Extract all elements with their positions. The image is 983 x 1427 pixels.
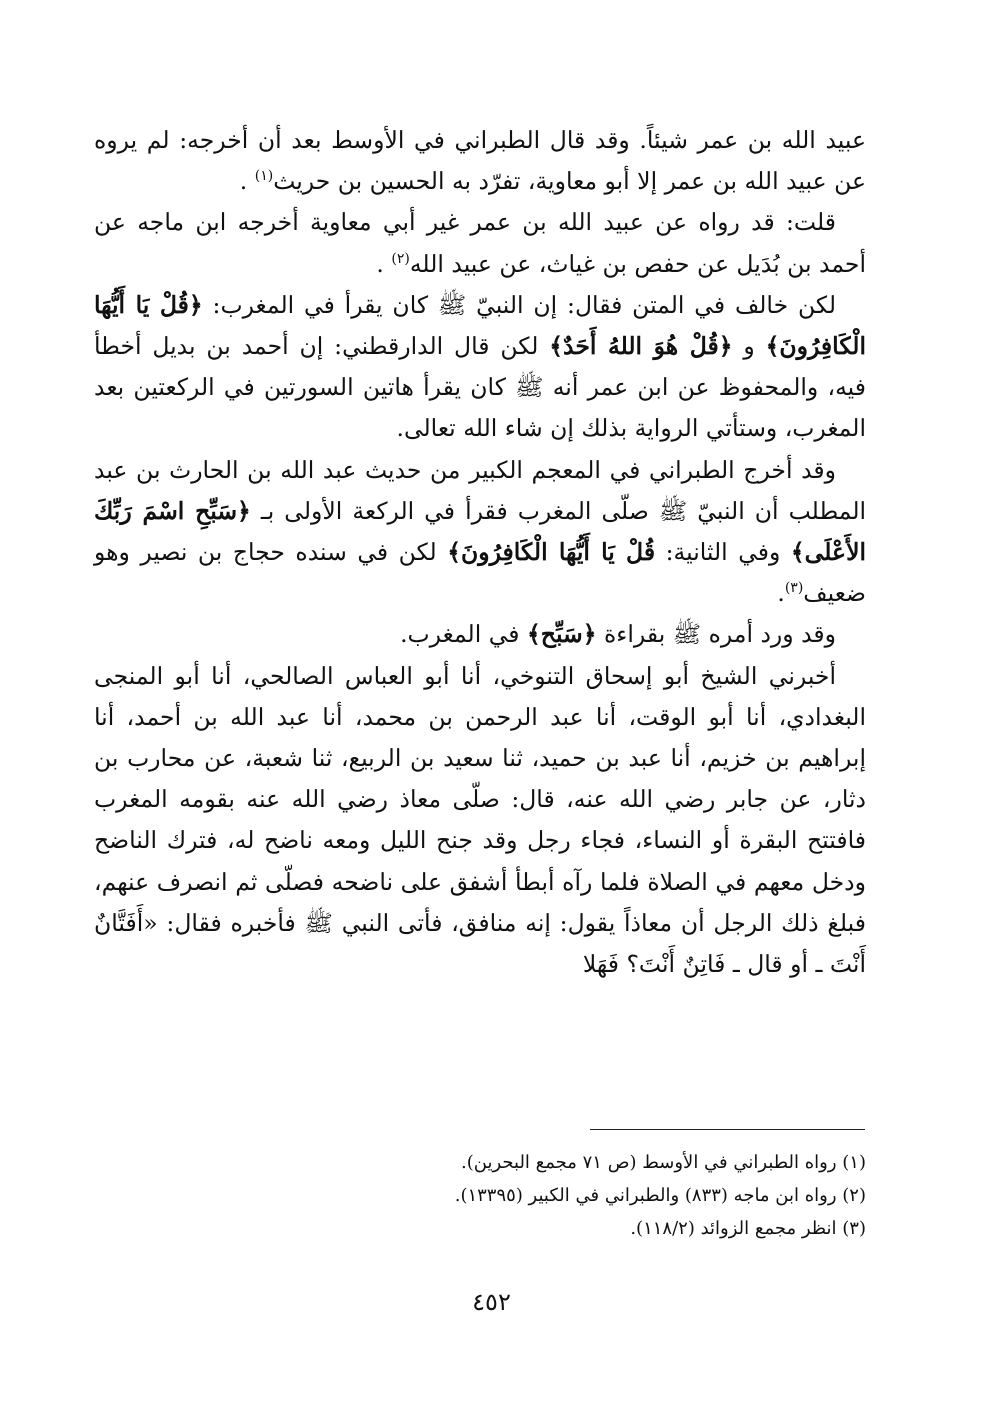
quran-verse: قُلْ يَا أَيُّهَا الْكَافِرُونَ﴾ — [447, 538, 656, 567]
paragraph-3: لكن خالف في المتن فقال: إن النبيّ ﷺ كان يقرأ في المغرب: ﴿قُلْ يَا أَيُّهَا الْكَافِرُونَ﴾ و ﴿قُلْ هُوَ اللهُ أَحَدٌ﴾ لكن قال الدارقطني: إن أحمد بن بديل أخطأ فيه، والمحفوظ عن ابن عمر أنه ﷺ كان يقرأ هاتين السورتين في الركعتين بعد المغرب، وستأتي الرواية بذلك إن شاء الله تعالى. — [94, 290, 866, 443]
main-text — [94, 120, 866, 985]
quran-verse: ﴿سَبِّحِ اسْمَ رَبِّكَ الأَعْلَى﴾ — [94, 496, 866, 567]
quran-verse: ﴿سَبِّح﴾ — [527, 620, 597, 649]
paragraph-2: قلت: قد رواه عن عبيد الله بن عمر غير أبي معاوية أخرجه ابن ماجه عن أحمد بن بُدَيل عن حفص بن غياث، عن عبيد الله$^{(٢)}$ . — [94, 208, 866, 278]
quran-verse: ﴿قُلْ هُوَ اللهُ أَحَدٌ﴾ — [549, 332, 733, 361]
footnote-divider — [590, 1129, 865, 1130]
page-number: ٤٥٢ — [472, 1288, 511, 1316]
paragraph-6: أخبرني الشيخ أبو إسحاق التنوخي، أنا أبو العباس الصالحي، أنا أبو المنجى البغدادي، أنا أبو الوقت، أنا عبد الرحمن بن محمد، أنا عبد الله بن أحمد، أنا إبراهيم بن خزيم، أنا عبد بن حميد، ثنا سعيد بن الربيع، ثنا شعبة، عن محارب بن دثار، عن جابر رضي الله عنه، قال: صلّى معاذ رضي الله عنه بقومه المغرب فافتتح البقرة أو النساء، فجاء رجل وقد جنح الليل ومعه ناضح له، فترك الناضح ودخل معهم في الصلاة فلما رآه أبطأ أشفق على ناضحه فصلّى ثم انصرف عنهم، فبلغ ذلك الرجل أن معاذاً يقول: إنه منافق، فأتى النبي ﷺ فأخبره فقال: «أَفَتَّانٌ أَنْتَ ـ أو قال ـ فَاتِنٌ أَنْتَ؟ فَهَلا — [94, 661, 866, 979]
footnote-3: (٣) انظر مجمع الزوائد (١١٨/٢). — [630, 1218, 866, 1239]
footnote-ref-1: (١) — [254, 168, 274, 185]
paragraph-5: وقد ورد أمره ﷺ بقراءة ﴿سَبِّح﴾ في المغرب. — [400, 620, 836, 649]
quran-verse: ﴿قُلْ يَا أَيُّهَا الْكَافِرُونَ﴾ — [94, 290, 866, 361]
footnotes — [94, 1146, 866, 1245]
paragraph-4: وقد أخرج الطبراني في المعجم الكبير من حديث عبد الله بن الحارث بن عبد المطلب أن النبيّ ﷺ صلّى المغرب فقرأ في الركعة الأولى بـ ﴿سَبِّحِ اسْمَ رَبِّكَ الأَعْلَى﴾ وفي الثانية: قُلْ يَا أَيُّهَا الْكَافِرُونَ﴾ لكن في سنده حجاج بن نصير وهو ضعيف$^{(٣)}$. — [94, 455, 867, 608]
footnote-1: (١) رواه الطبراني في الأوسط (ص ٧١ مجمع البحرين). — [461, 1152, 866, 1173]
paragraph-1: عبيد الله بن عمر شيئاً. وقد قال الطبراني في الأوسط بعد أن أخرجه: لم يروه عن عبيد الله بن عمر إلا أبو معاوية، تفرّد به الحسين بن حريث$^{(١)}$ . — [94, 126, 866, 196]
footnote-ref-2: (٢) — [391, 250, 410, 267]
footnote-2: (٢) رواه ابن ماجه (٨٣٣) والطبراني في الكبير (١٣٣٩٥). — [454, 1185, 866, 1206]
footnote-ref-3: (٣) — [784, 580, 804, 597]
